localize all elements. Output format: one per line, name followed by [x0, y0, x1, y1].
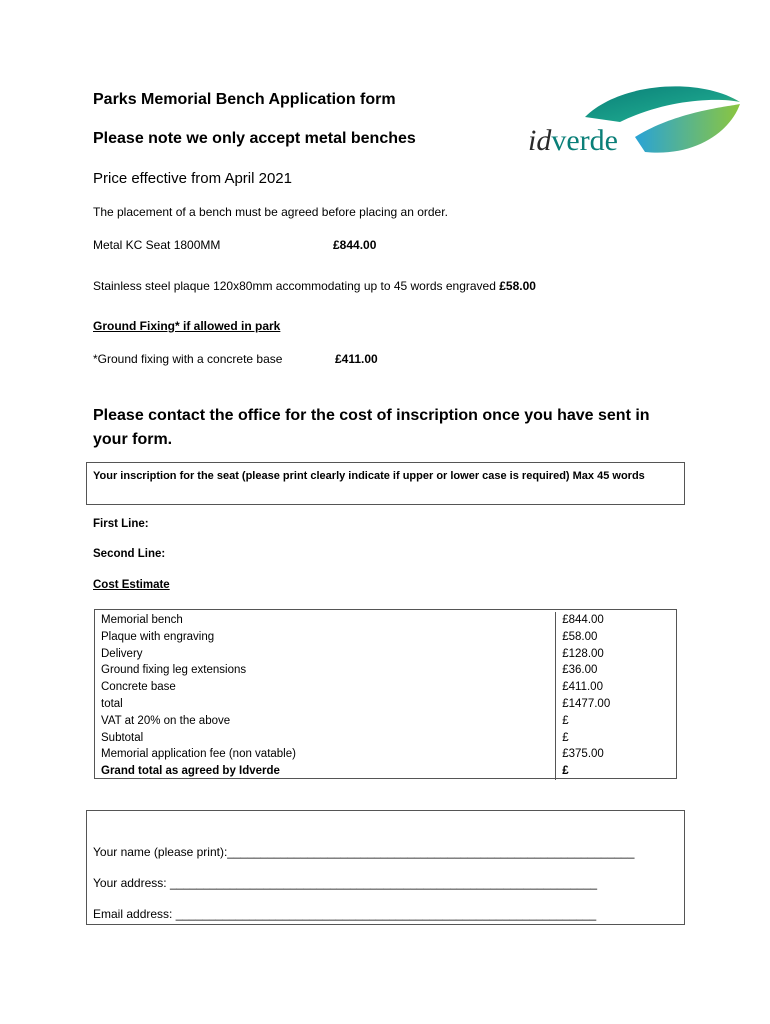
cost-item-label: Plaque with engraving — [95, 629, 556, 646]
table-row — [95, 730, 676, 747]
cost-item-value: £1477.00 — [562, 697, 611, 710]
seat-label: Metal KC Seat 1800MM — [93, 238, 221, 252]
form-title: Parks Memorial Bench Application form — [93, 91, 396, 108]
applicant-details-box — [86, 810, 685, 925]
table-row — [95, 629, 676, 646]
cost-item-label: Grand total as agreed by Idverde — [95, 763, 556, 780]
table-row — [95, 696, 676, 713]
cost-item-label: Memorial bench — [95, 612, 556, 629]
contact-office-note: Please contact the office for the cost of inscription once you have sent in your form. — [93, 407, 650, 448]
table-row — [95, 679, 676, 696]
cost-item-value: £ — [562, 765, 569, 778]
price-effective: Price effective from April 2021 — [93, 170, 292, 187]
table-row — [95, 763, 676, 780]
logo-wordmark: idverde — [528, 124, 618, 157]
cost-item-value: £375.00 — [562, 748, 604, 761]
table-row — [95, 746, 676, 763]
inscription-box[interactable] — [86, 462, 685, 505]
cost-item-value: £ — [562, 731, 569, 744]
table-row — [95, 662, 676, 679]
idverde-logo — [525, 82, 745, 162]
table-row — [95, 612, 676, 629]
email-field[interactable]: Email address: _______________________________________________________________ — [93, 907, 597, 921]
cost-item-value: £36.00 — [562, 664, 598, 677]
cost-table — [95, 612, 676, 780]
inscription-prompt: Your inscription for the seat (please print clearly indicate if upper or lower case is required) Max 45 words — [93, 470, 645, 482]
cost-item-value: £844.00 — [562, 614, 604, 626]
name-field[interactable]: Your name (please print):_____________________________________________________________ — [93, 845, 635, 859]
cost-item-label: Delivery — [95, 646, 556, 663]
plaque-price: £58.00 — [499, 279, 536, 293]
plaque-line — [93, 279, 536, 293]
seat-price: £844.00 — [333, 238, 377, 252]
placement-note: The placement of a bench must be agreed before placing an order. — [93, 205, 448, 219]
ground-fixing-label: *Ground fixing with a concrete base — [93, 352, 283, 366]
table-row — [95, 646, 676, 663]
cost-item-label: Subtotal — [95, 730, 556, 747]
first-line-label: First Line: — [93, 518, 149, 530]
cost-item-value: £411.00 — [562, 681, 603, 694]
address-field[interactable]: Your address: ________________________________________________________________ — [93, 876, 598, 890]
cost-estimate-table — [94, 609, 677, 779]
second-line-label: Second Line: — [93, 548, 166, 560]
cost-item-label: total — [95, 696, 556, 713]
cost-item-value: £58.00 — [562, 630, 598, 643]
cost-item-label: Ground fixing leg extensions — [95, 662, 556, 679]
cost-estimate-heading: Cost Estimate — [93, 579, 170, 591]
table-row — [95, 713, 676, 730]
cost-item-label: Concrete base — [95, 679, 556, 696]
cost-item-label: Memorial application fee (non vatable) — [95, 746, 556, 763]
ground-fixing-price: £411.00 — [335, 352, 378, 366]
cost-item-value: £ — [562, 714, 569, 727]
ground-fixing-heading: Ground Fixing* if allowed in park — [93, 319, 281, 333]
cost-item-value: £128.00 — [562, 647, 604, 660]
metal-bench-note: Please note we only accept metal benches — [93, 130, 416, 147]
plaque-label: Stainless steel plaque 120x80mm accommodating up to 45 words engraved — [93, 279, 496, 293]
cost-item-label: VAT at 20% on the above — [95, 713, 556, 730]
